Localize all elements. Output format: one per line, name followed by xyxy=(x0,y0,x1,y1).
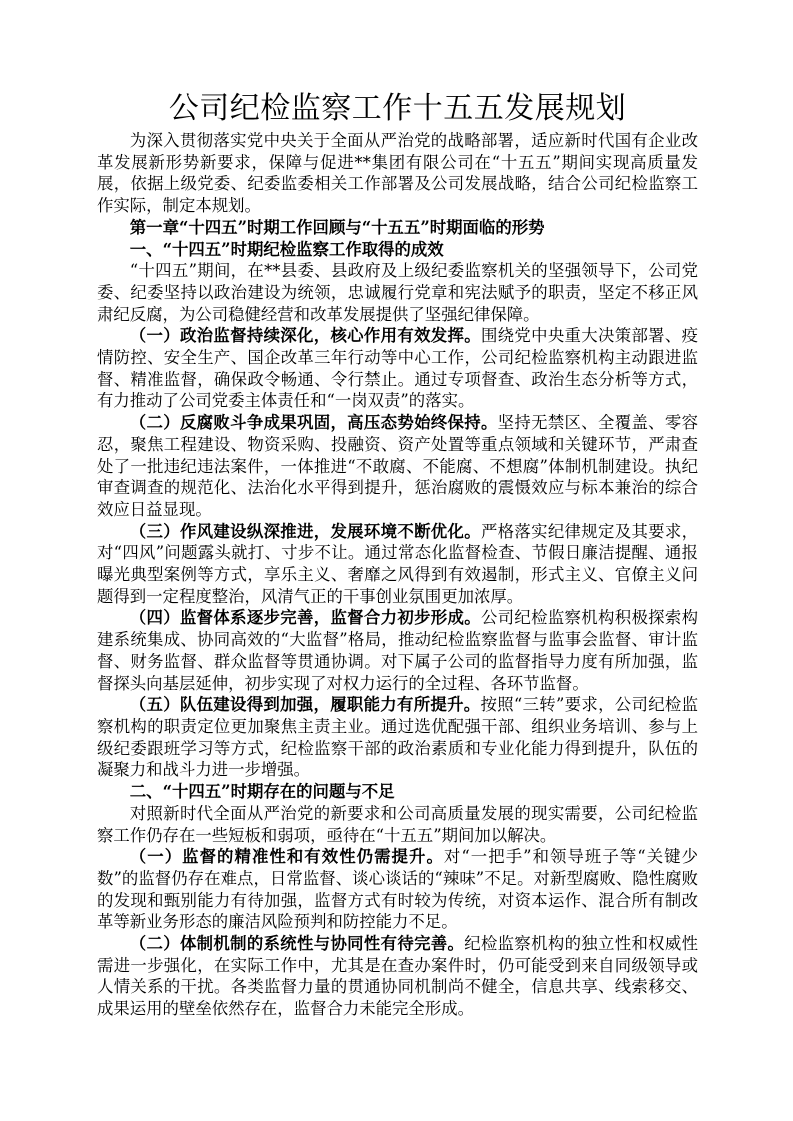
section-intro: “十四五”期间，在**县委、县政府及上级纪委监察机关的坚强领导下，公司党委、纪委坚持以政治建设为统领，忠诚履行党章和宪法赋予的职责，坚定不移正风肃纪反腐，为公司稳健经营和改革发展提供了坚强纪律保障。 xyxy=(97,261,698,324)
intro-paragraph: 为深入贯彻落实党中央关于全面从严治党的战略部署，适应新时代国有企业改革发展新形势新要求，保障与促进**集团有限公司在“十五五”期间实现高质量发展，依据上级党委、纪委监委相关工作部署及公司发展战略，结合公司纪检监察工作实际，制定本规划。 xyxy=(97,131,698,216)
item-text: 坚持无禁区、全覆盖、零容忍，聚焦工程建设、物资采购、投融资、资产处置等重点领域和关键环节，严肃查处了一批违纪违法案件，一体推进“不敢腐、不能腐、不想腐”体制机制建设。执纪审查调查的规范化、法治化水平得到提升，惩治腐败的震慑效应与标本兼治的综合效应日益显现。 xyxy=(97,413,698,519)
item-lead: （一）政治监督持续深化，核心作用有效发挥。 xyxy=(129,326,481,346)
section-heading: 一、“十四五”时期纪检监察工作取得的成效 xyxy=(129,239,444,259)
item-lead: （二）反腐败斗争成果巩固，高压态势始终保持。 xyxy=(129,413,498,433)
item-lead: （四）监督体系逐步完善，监督合力初步形成。 xyxy=(129,608,481,628)
item-lead: （二）体制机制的系统性与协同性有待完善。 xyxy=(129,934,465,954)
item-paragraph xyxy=(97,694,698,781)
item-text: 按照“三转”要求，公司纪检监察机构的职责定位更加聚焦主责主业。通过选优配强干部、组织业务培训、参与上级纪委跟班学习等方式，纪检监察干部的政治素质和专业化能力得到提升，队伍的凝聚力和战斗力进一步增强。 xyxy=(97,695,698,780)
item-paragraph xyxy=(97,412,698,521)
document-page xyxy=(97,92,698,1020)
section-heading: 二、“十四五”时期存在的问题与不足 xyxy=(129,782,395,802)
item-text: 对“一把手”和领导班子等“关键少数”的监督仍存在难点，日常监督、谈心谈话的“辣味”不足。对新型腐败、隐性腐败的发现和甄别能力有待加强，监督方式有时较为传统，对资本运作、混合所有制改革等新业务形态的廉洁风险预判和防控能力不足。 xyxy=(97,847,699,932)
document-title: 公司纪检监察工作十五五发展规划 xyxy=(168,91,627,126)
item-paragraph xyxy=(97,607,698,694)
item-paragraph xyxy=(97,521,698,608)
section-intro: 对照新时代全面从严治党的新要求和公司高质量发展的现实需要，公司纪检监察工作仍存在一些短板和弱项，亟待在“十五五”期间加以解决。 xyxy=(97,803,698,845)
item-text: 严格落实纪律规定及其要求，对“四风”问题露头就打、寸步不让。通过常态化监督检查、节假日廉洁提醒、通报曝光典型案例等方式，享乐主义、奢靡之风得到有效遏制，形式主义、官僚主义问题得到一定程度整治，风清气正的干事创业氛围更加浓厚。 xyxy=(97,521,699,606)
item-lead: （一）监督的精准性和有效性仍需提升。 xyxy=(129,847,444,867)
item-text: 公司纪检监察机构积极探索构建系统集成、协同高效的“大监督”格局，推动纪检监察监督与监事会监督、审计监督、财务监督、群众监督等贯通协调。对下属子公司的监督指导力度有所加强，监督探头向基层延伸，初步实现了对权力运行的全过程、各环节监督。 xyxy=(97,608,699,693)
item-text: 围绕党中央重大决策部署、疫情防控、安全生产、国企改革三年行动等中心工作，公司纪检监察机构主动跟进监督、精准监督，确保政令畅通、令行禁止。通过专项督查、政治生态分析等方式，有力推动了公司党委主体责任和“一岗双责”的落实。 xyxy=(97,326,699,411)
item-text: 纪检监察机构的独立性和权威性需进一步强化，在实际工作中，尤其是在查办案件时，仍可能受到来自同级领导或人情关系的干扰。各类监督力量的贯通协同机制尚不健全，信息共享、线索移交、成果运用的壁垒依然存在，监督合力未能完全形成。 xyxy=(97,934,699,1019)
item-lead: （五）队伍建设得到加强，履职能力有所提升。 xyxy=(129,695,481,715)
item-paragraph xyxy=(97,933,698,1020)
item-paragraph xyxy=(97,846,698,933)
item-lead: （三）作风建设纵深推进，发展环境不断优化。 xyxy=(129,521,481,541)
chapter-heading: 第一章“十四五”时期工作回顾与“十五五”时期面临的形势 xyxy=(129,217,545,237)
item-paragraph xyxy=(97,325,698,412)
